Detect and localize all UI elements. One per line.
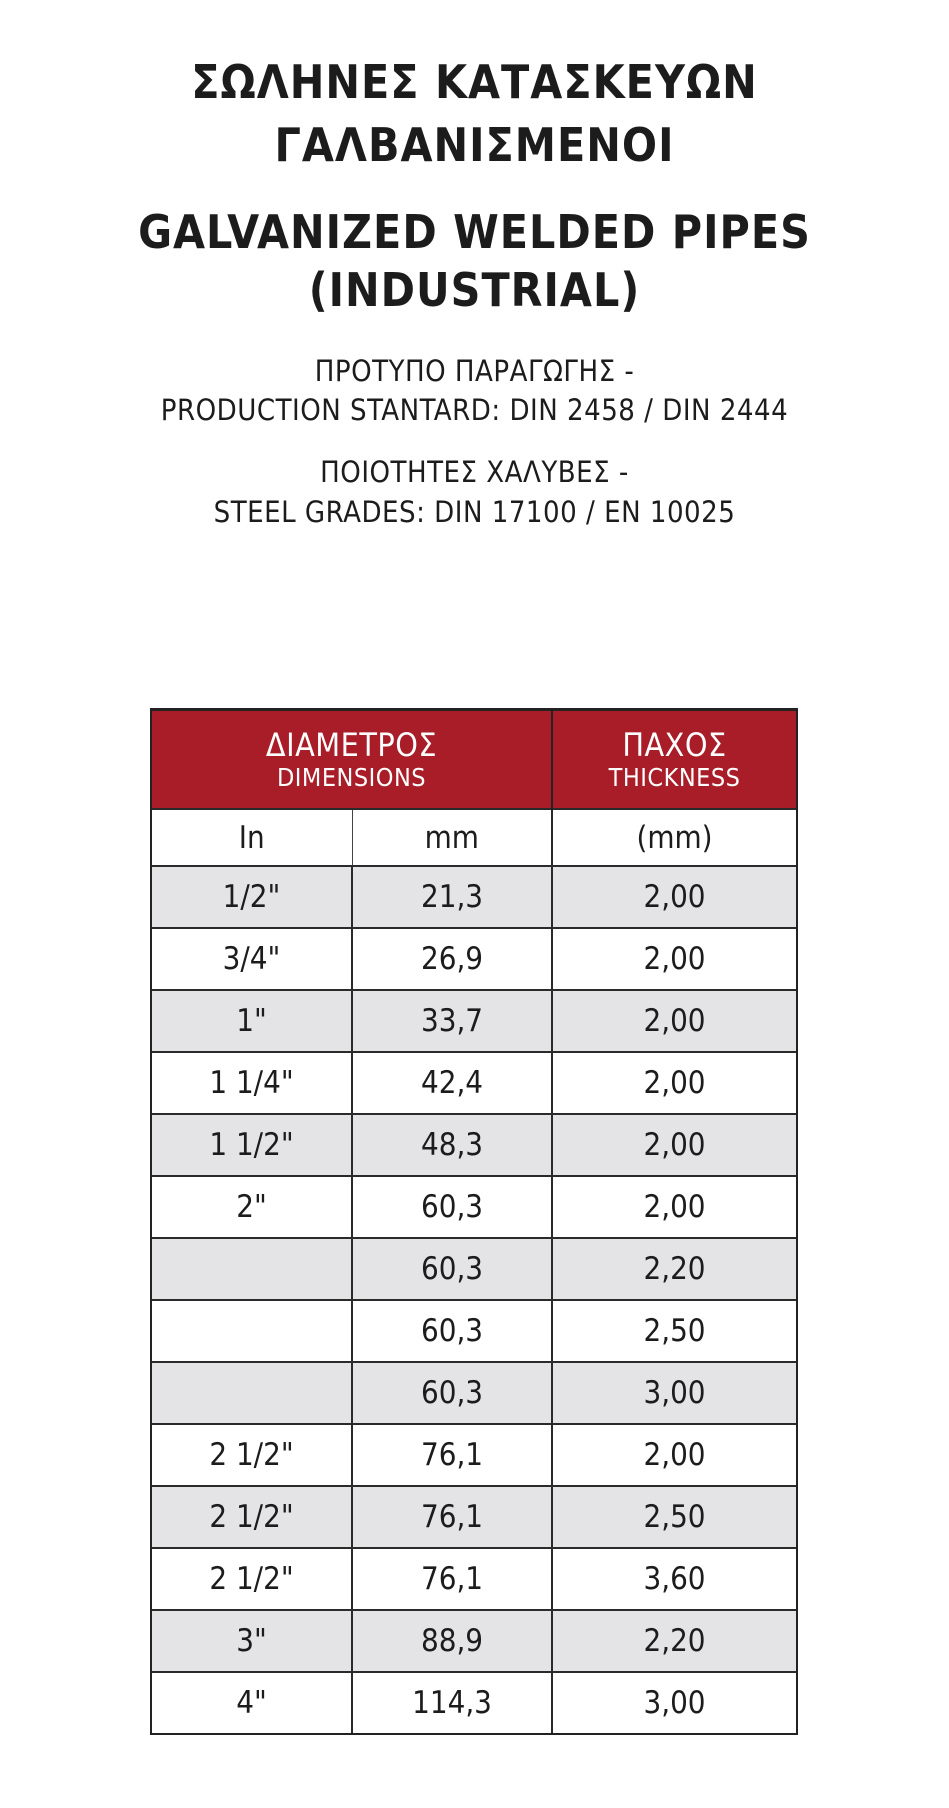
- table-row: [152, 1052, 796, 1114]
- production-standard-english: PRODUCTION STANTARD: DIN 2458 / DIN 2444: [160, 393, 789, 427]
- table-row: [152, 1362, 796, 1424]
- cell-thickness: 2,50: [552, 1486, 796, 1548]
- cell-mm: 76,1: [352, 1548, 552, 1610]
- cell-inch: 1/2": [152, 866, 352, 928]
- cell-thickness: 2,00: [552, 1114, 796, 1176]
- table-body: [152, 866, 796, 1733]
- steel-grades-greek: ΠΟΙΟΤΗΤΕΣ ΧΑΛΥΒΕΣ -: [320, 455, 629, 489]
- cell-inch: [152, 1300, 352, 1362]
- title-english-line2: (INDUSTRIAL): [308, 263, 641, 317]
- cell-inch: [152, 1238, 352, 1300]
- cell-thickness: 2,50: [552, 1300, 796, 1362]
- steel-grades-english: STEEL GRADES: DIN 17100 / EN 10025: [213, 495, 736, 529]
- cell-inch: 2 1/2": [152, 1486, 352, 1548]
- cell-mm: 76,1: [352, 1486, 552, 1548]
- table-header-band: [152, 711, 796, 809]
- cell-thickness: 2,00: [552, 1424, 796, 1486]
- thickness-header-english: THICKNESS: [608, 762, 741, 792]
- cell-thickness: 2,00: [552, 928, 796, 990]
- table-row: [152, 1114, 796, 1176]
- cell-thickness: 2,00: [552, 1052, 796, 1114]
- unit-thickness: (mm): [552, 809, 796, 866]
- cell-thickness: 3,00: [552, 1362, 796, 1424]
- cell-inch: 1": [152, 990, 352, 1052]
- table-row: [152, 1238, 796, 1300]
- table-row: [152, 1486, 796, 1548]
- cell-mm: 21,3: [352, 866, 552, 928]
- title-greek-line2: ΓΑΛΒΑΝΙΣΜΕΝΟΙ: [274, 118, 675, 172]
- cell-mm: 33,7: [352, 990, 552, 1052]
- pipe-spec-table: [150, 708, 798, 1735]
- unit-mm: mm: [352, 809, 552, 866]
- table-row: [152, 990, 796, 1052]
- units-row: [152, 809, 796, 866]
- table-row: [152, 1548, 796, 1610]
- table-row: [152, 1176, 796, 1238]
- table-row: [152, 1672, 796, 1733]
- cell-inch: [152, 1362, 352, 1424]
- cell-mm: 88,9: [352, 1610, 552, 1672]
- cell-mm: 60,3: [352, 1238, 552, 1300]
- cell-mm: 60,3: [352, 1300, 552, 1362]
- cell-inch: 1 1/2": [152, 1114, 352, 1176]
- cell-thickness: 2,00: [552, 1176, 796, 1238]
- cell-thickness: 2,20: [552, 1610, 796, 1672]
- cell-thickness: 3,00: [552, 1672, 796, 1733]
- dimensions-header: [152, 711, 552, 809]
- cell-mm: 60,3: [352, 1176, 552, 1238]
- cell-thickness: 2,20: [552, 1238, 796, 1300]
- dimensions-header-greek: ΔΙΑΜΕΤΡΟΣ: [265, 725, 438, 764]
- thickness-header-greek: ΠΑΧΟΣ: [622, 725, 727, 764]
- table-row: [152, 866, 796, 928]
- cell-inch: 4": [152, 1672, 352, 1733]
- cell-thickness: 2,00: [552, 866, 796, 928]
- cell-inch: 2": [152, 1176, 352, 1238]
- title-greek-line1: ΣΩΛΗΝΕΣ ΚΑΤΑΣΚΕΥΩΝ: [191, 55, 758, 109]
- dimensions-header-english: DIMENSIONS: [276, 762, 427, 792]
- cell-inch: 1 1/4": [152, 1052, 352, 1114]
- cell-mm: 48,3: [352, 1114, 552, 1176]
- cell-mm: 60,3: [352, 1362, 552, 1424]
- table-row: [152, 1610, 796, 1672]
- cell-inch: 2 1/2": [152, 1548, 352, 1610]
- thickness-header: [552, 711, 796, 809]
- cell-mm: 114,3: [352, 1672, 552, 1733]
- cell-mm: 42,4: [352, 1052, 552, 1114]
- table-row: [152, 1300, 796, 1362]
- cell-inch: 2 1/2": [152, 1424, 352, 1486]
- cell-inch: 3": [152, 1610, 352, 1672]
- cell-thickness: 3,60: [552, 1548, 796, 1610]
- unit-inch: In: [152, 809, 352, 866]
- cell-inch: 3/4": [152, 928, 352, 990]
- table-row: [152, 1424, 796, 1486]
- table-row: [152, 928, 796, 990]
- cell-mm: 76,1: [352, 1424, 552, 1486]
- cell-thickness: 2,00: [552, 990, 796, 1052]
- title-english-line1: GALVANIZED WELDED PIPES: [138, 205, 811, 259]
- production-standard-greek: ΠΡΟΤΥΠΟ ΠΑΡΑΓΩΓΗΣ -: [314, 354, 635, 388]
- cell-mm: 26,9: [352, 928, 552, 990]
